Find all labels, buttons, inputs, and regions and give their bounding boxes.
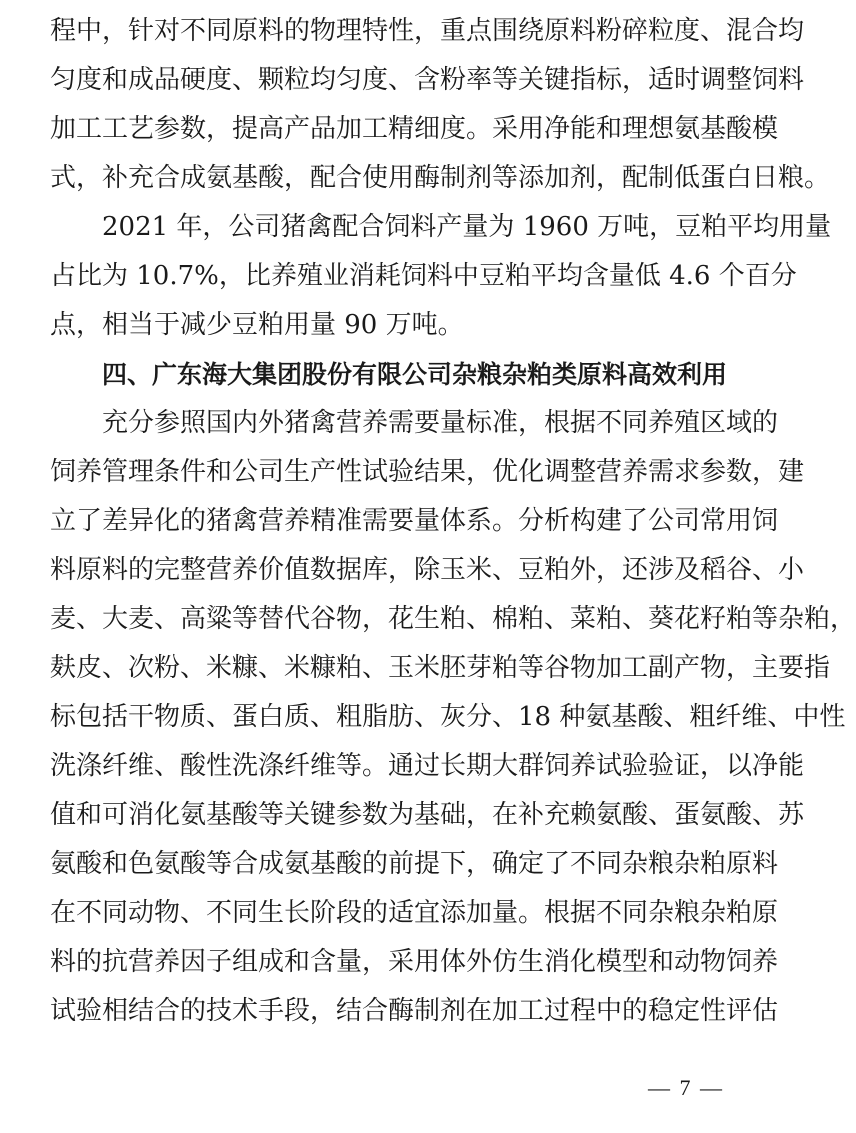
body-text — [50, 7, 856, 1036]
text-line: 料的抗营养因子组成和含量，采用体外仿生消化模型和动物饲养 — [50, 947, 779, 977]
text-line: 占比为 10.7%，比养殖业消耗饲料中豆粕平均含量低 4.6 个百分 — [50, 261, 797, 291]
section-heading: 四、广东海大集团股份有限公司杂粮杂粕类原料高效利用 — [102, 360, 728, 389]
text-line: 麦、大麦、高粱等替代谷物，花生粕、棉粕、菜粕、葵花籽粕等杂粕， — [50, 604, 856, 634]
text-line: 程中，针对不同原料的物理特性，重点围绕原料粉碎粒度、混合均 — [50, 16, 805, 46]
text-line: 在不同动物、不同生长阶段的适宜添加量。根据不同杂粮杂粕原 — [50, 898, 779, 928]
text-line: 匀度和成品硬度、颗粒均匀度、含粉率等关键指标，适时调整饲料 — [50, 65, 805, 95]
page-number: — 7 — — [648, 1075, 724, 1100]
text-line: 料原料的完整营养价值数据库，除玉米、豆粕外，还涉及稻谷、小 — [50, 555, 805, 585]
text-line: 洗涤纤维、酸性洗涤纤维等。通过长期大群饲养试验验证，以净能 — [50, 751, 805, 781]
text-line: 值和可消化氨基酸等关键参数为基础，在补充赖氨酸、蛋氨酸、苏 — [50, 800, 805, 830]
text-line: 点，相当于减少豆粕用量 90 万吨。 — [50, 310, 464, 340]
text-line: 试验相结合的技术手段，结合酶制剂在加工过程中的稳定性评估 — [50, 996, 779, 1026]
text-line: 麸皮、次粉、米糠、米糠粕、玉米胚芽粕等谷物加工副产物，主要指 — [50, 653, 831, 683]
text-line: 充分参照国内外猪禽营养需要量标准，根据不同养殖区域的 — [50, 408, 779, 438]
text-line: 立了差异化的猪禽营养精准需要量体系。分析构建了公司常用饲 — [50, 506, 779, 536]
text-line: 2021 年，公司猪禽配合饲料产量为 1960 万吨，豆粕平均用量 — [50, 212, 832, 242]
text-line: 标包括干物质、蛋白质、粗脂肪、灰分、18 种氨基酸、粗纤维、中性 — [50, 702, 846, 732]
text-line: 加工工艺参数，提高产品加工精细度。采用净能和理想氨基酸模 — [50, 114, 779, 144]
text-line: 氨酸和色氨酸等合成氨基酸的前提下，确定了不同杂粮杂粕原料 — [50, 849, 779, 879]
text-line: 式，补充合成氨基酸，配合使用酶制剂等添加剂，配制低蛋白日粮。 — [50, 163, 831, 193]
text-line: 饲养管理条件和公司生产性试验结果，优化调整营养需求参数，建 — [50, 457, 805, 487]
